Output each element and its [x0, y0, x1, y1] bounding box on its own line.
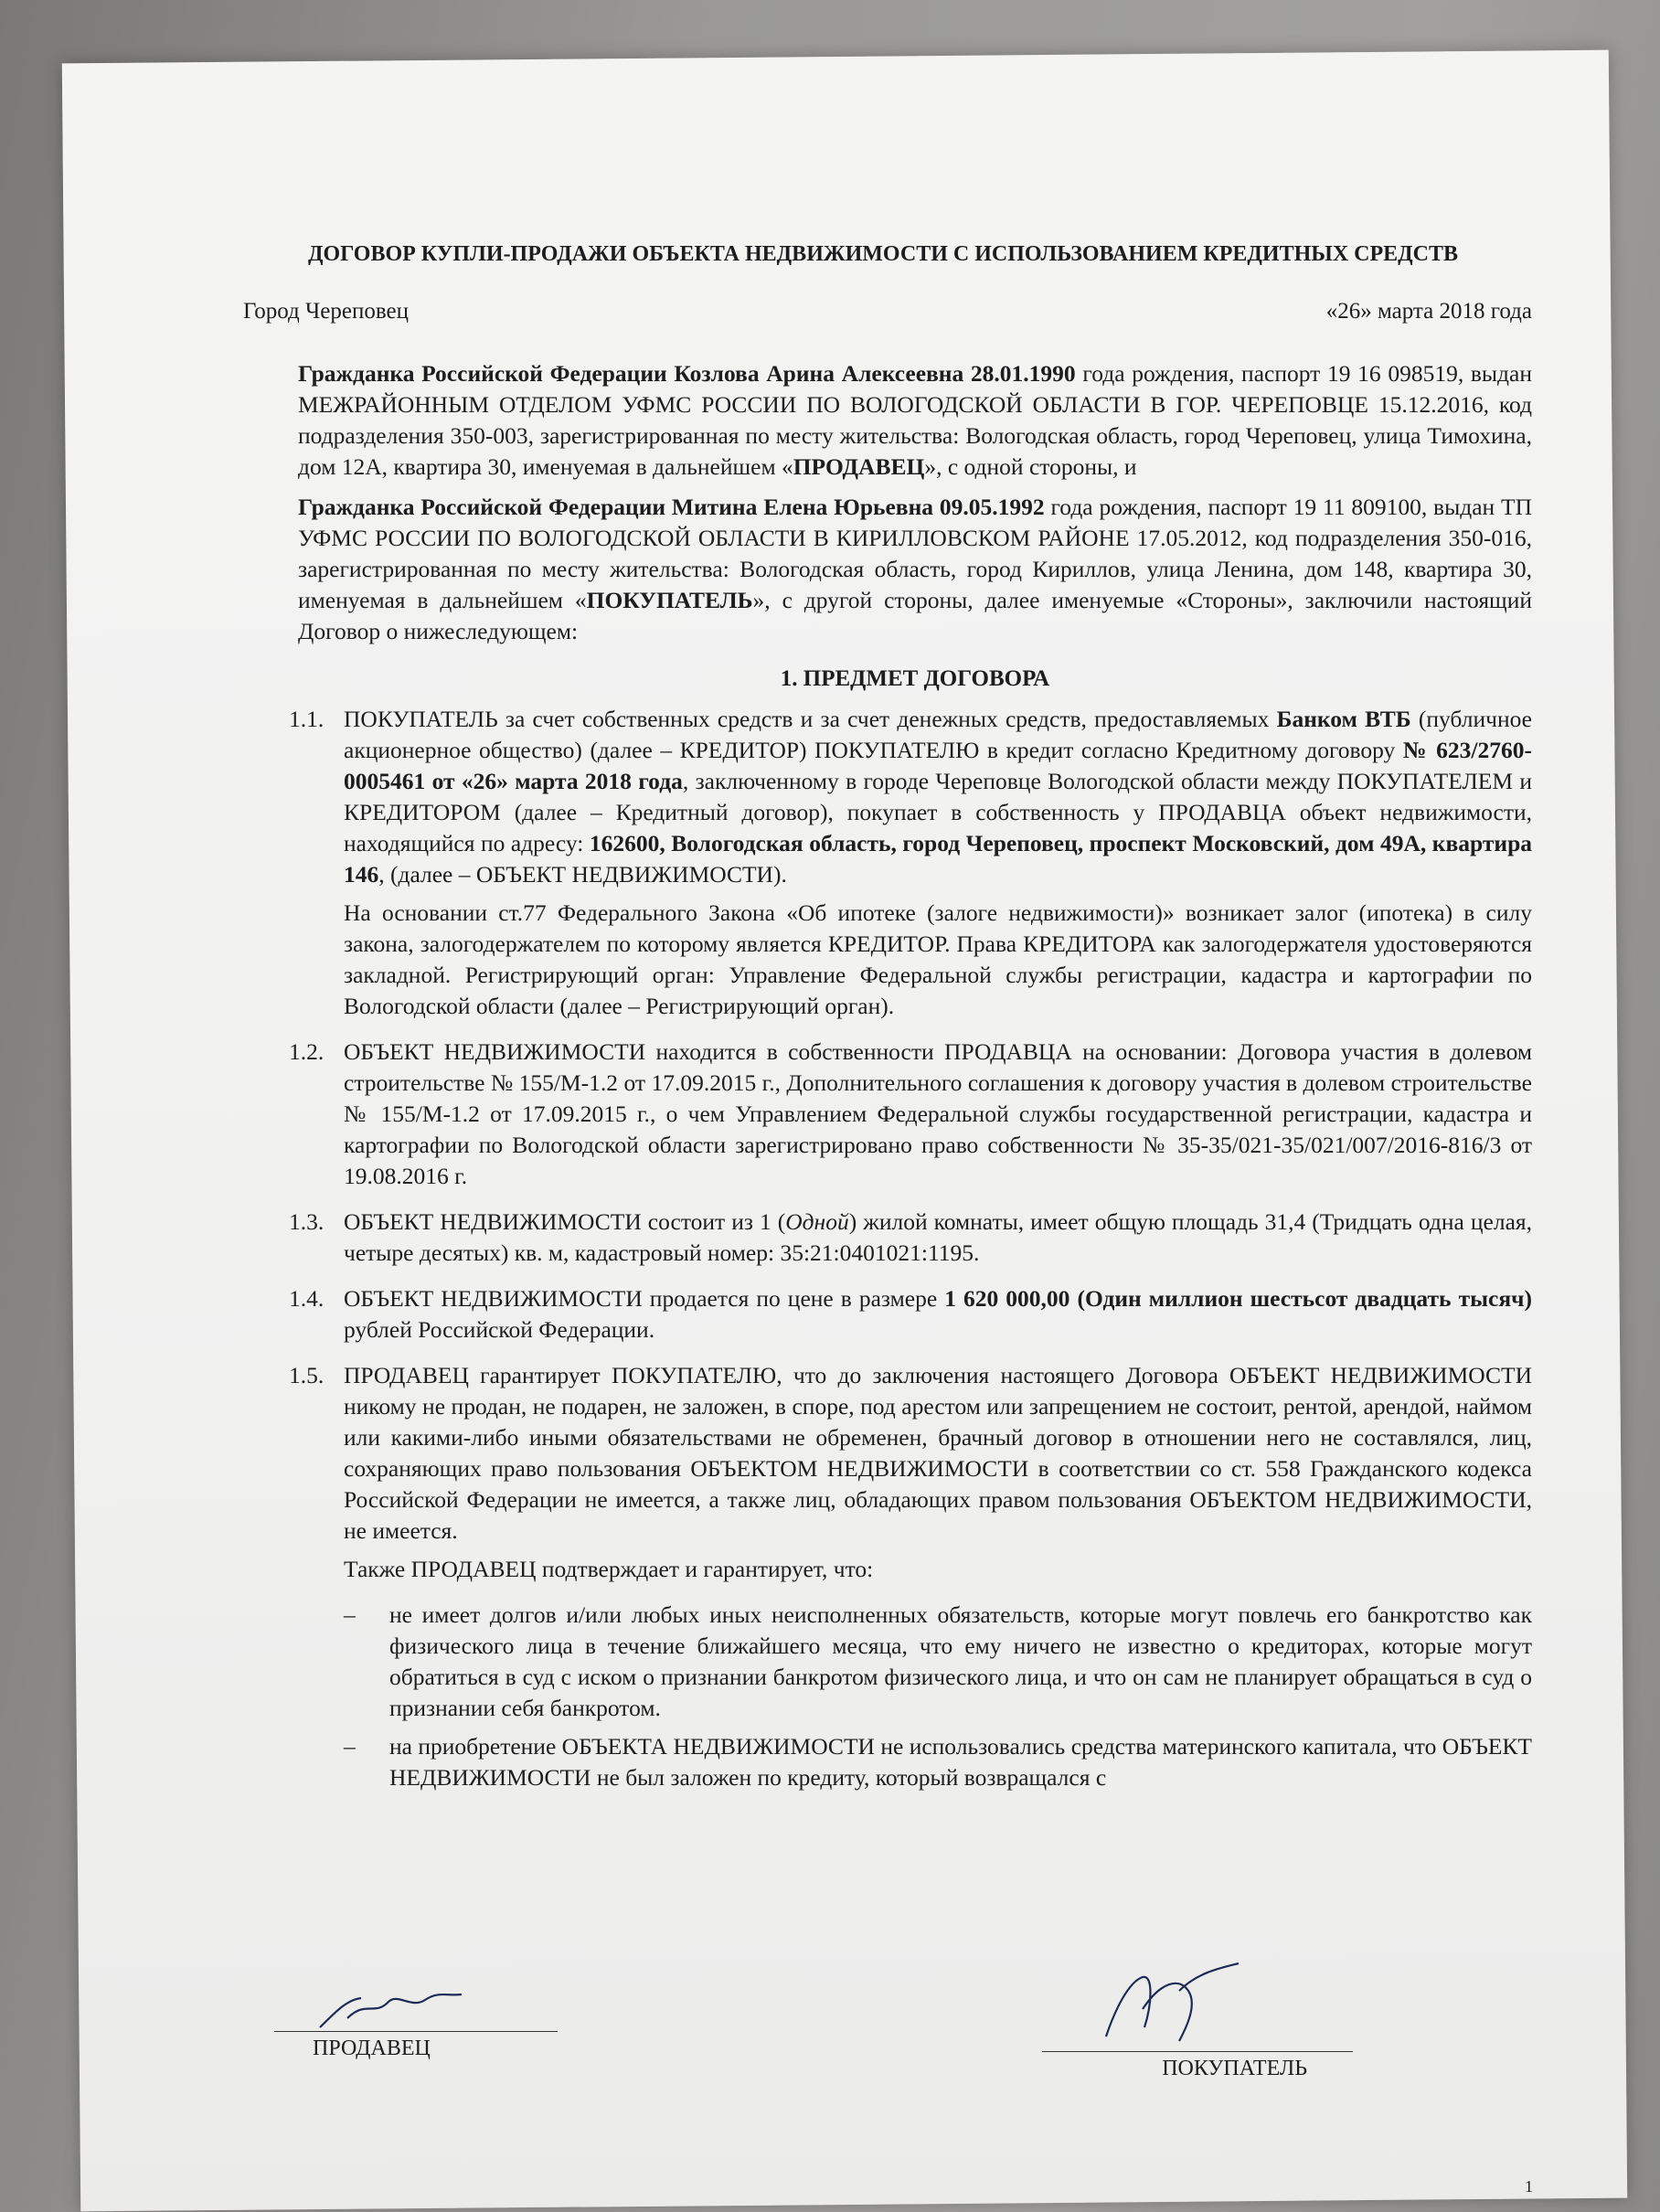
clause-1-3: 1.3. ОБЪЕКТ НЕДВИЖИМОСТИ состоит из 1 (Одной) жилой комнаты, имеет общую площадь 31,4 (Тридцать одна целая, четыре десятых) кв. м, кадастровый номер: 35:21:0401021:1195. — [289, 1208, 1532, 1266]
document-content — [216, 239, 1532, 1801]
clause-1-1-text: ПОКУПАТЕЛЬ за счет собственных средств и за счет денежных средств, предоставляемых Банком ВТБ (публичное акционерное общество) (далее – КРЕДИТОР) ПОКУПАТЕЛЮ в кредит согласно Кредитному договору № 623/2760-0005461 от «26» марта 2018 года, заключенному в городе Череповце Вологодской области между ПОКУПАТЕЛЕМ и КРЕДИТОРОМ (далее – Кредитный договор), покупает в собственность у ПРОДАВЦА объект недвижимости, находящийся по адресу: 162600, Вологодская область, город Череповец, проспект Московский, дом 49А, квартира 146, (далее – ОБЪЕКТ НЕДВИЖИМОСТИ). — [344, 706, 1533, 888]
clause-1-1-mortgage: На основании ст.77 Федерального Закона «Об ипотеке (залоге недвижимости)» возникает залог (ипотека) в силу закона, залогодержателем по которому является КРЕДИТОР. Права КРЕДИТОРА как залогодержателя удостоверяются закладной. Регистрирующий орган: Управление Федеральной службы регистрации, кадастра и картографии по Вологодской области (далее – Регистрирующий орган). — [344, 899, 1532, 1019]
buyer-signature — [1088, 1954, 1243, 2055]
city-date-line — [243, 296, 1532, 327]
clause-1-2: 1.2. ОБЪЕКТ НЕДВИЖИМОСТИ находится в собственности ПРОДАВЦА на основании: Договора участия в долевом строительстве № 155/М-1.2 от 17.09.2015 г., Дополнительного соглашения к договору участия в долевом строительстве № 155/М-1.2 от 17.09.2015 г., о чем Управлением Федеральной службы государственной регистрации, кадастра и картографии по Вологодской области зарегистрировано право собственности № 35-35/021-35/021/007/2016-816/3 от 19.08.2016 г. — [289, 1038, 1532, 1189]
city: Город Череповец — [243, 299, 409, 324]
buyer-role: ПОКУПАТЕЛЬ — [586, 587, 753, 613]
seller-signature-line — [274, 2031, 558, 2032]
buyer-intro: Гражданка Российской Федерации Митина Елена Юрьевна 09.05.1992 года рождения, паспорт 19 11 809100, выдан ТП УФМС РОССИИ ПО ВОЛОГОДСКОЙ ОБЛАСТИ В КИРИЛЛОВСКОМ РАЙОНЕ 17.05.2012, код подразделения 350-016, зарегистрированная по месту жительства: Вологодская область, город Кириллов, улица Ленина, дом 148, квартира 30, именуемая в дальнейшем «ПОКУПАТЕЛЬ», с другой стороны, далее именуемые «Стороны», заключили настоящий Договор о нижеследующем: — [298, 494, 1532, 644]
signature-row — [256, 2015, 1380, 2088]
clause-1-4: 1.4. ОБЪЕКТ НЕДВИЖИМОСТИ продается по цене в размере 1 620 000,00 (Один миллион шестьсот двадцать тысяч) рублей Российской Федерации. — [289, 1285, 1532, 1343]
buyer-name: Гражданка Российской Федерации Митина Елена Юрьевна 09.05.1992 — [298, 494, 1045, 520]
seller-signature — [311, 1982, 466, 2037]
contract-date: «26» марта 2018 года — [1325, 299, 1532, 324]
seller-signature-label: ПРОДАВЕЦ — [313, 2037, 431, 2060]
seller-name: Гражданка Российской Федерации Козлова Арина Алексеевна 28.01.1990 — [298, 360, 1076, 387]
document-title: ДОГОВОР КУПЛИ-ПРОДАЖИ ОБЪЕКТА НЕДВИЖИМОСТИ С ИСПОЛЬЗОВАНИЕМ КРЕДИТНЫХ СРЕДСТВ — [307, 242, 1459, 266]
clause-1-1: 1.1. ПОКУПАТЕЛЬ за счет собственных средств и за счет денежных средств, предоставляемых Банком ВТБ (публичное акционерное общество) (далее – КРЕДИТОР) ПОКУПАТЕЛЮ в кредит согласно Кредитному договору № 623/2760-0005461 от «26» марта 2018 года, заключенному в городе Череповце Вологодской области между ПОКУПАТЕЛЕМ и КРЕДИТОРОМ (далее – Кредитный договор), покупает в собственность у ПРОДАВЦА объект недвижимости, находящийся по адресу: 162600, Вологодская область, город Череповец, проспект Московский, дом 49А, квартира 146, (далее – ОБЪЕКТ НЕДВИЖИМОСТИ). На основании ст.77 Федерального Закона «Об ипотеке (залоге недвижимости)» возникает залог (ипотека) в силу закона, залогодержателем по которому является КРЕДИТОР. Права КРЕДИТОРА как залогодержателя удостоверяются закладной. Регистрирующий орган: Управление Федеральной службы регистрации, кадастра и картографии по Вологодской области (далее – Регистрирующий орган). — [216, 704, 1532, 1029]
seller-intro: Гражданка Российской Федерации Козлова Арина Алексеевна 28.01.1990 года рождения, паспорт 19 16 098519, выдан МЕЖРАЙОННЫМ ОТДЕЛОМ УФМС РОССИИ ПО ВОЛОГОДСКОЙ ОБЛАСТИ В ГОР. ЧЕРЕПОВЦЕ 15.12.2016, код подразделения 350-003, зарегистрированная по месту жительства: Вологодская область, город Череповец, улица Тимохина, дом 12А, квартира 30, именуемая в дальнейшем «ПРОДАВЕЦ», с одной стороны, и — [298, 360, 1532, 480]
guarantee-bullet-2: – на приобретение ОБЪЕКТА НЕДВИЖИМОСТИ не использовались средства материнского капитала, что ОБЪЕКТ НЕДВИЖИМОСТИ не был заложен по кредиту, который возвращался с — [344, 1733, 1532, 1791]
buyer-signature-label: ПОКУПАТЕЛЬ — [1162, 2057, 1307, 2080]
page-number: 1 — [1525, 2177, 1533, 2196]
price: 1 620 000,00 (Один миллион шестьсот двадцать тысяч) — [944, 1285, 1532, 1312]
seller-role: ПРОДАВЕЦ — [793, 453, 925, 480]
clause-1-5: 1.5. ПРОДАВЕЦ гарантирует ПОКУПАТЕЛЮ, что до заключения настоящего Договора ОБЪЕКТ НЕДВИЖИМОСТИ никому не продан, не подарен, не заложен, в споре, под арестом или запрещением не состоит, рентой, арендой, наймом или какими-либо иными обязательствами не обременен, брачный договор в отношении него не составлялся, лиц, сохраняющих право пользования ОБЪЕКТОМ НЕДВИЖИМОСТИ в соответствии со ст. 558 Гражданского кодекса Российской Федерации не имеется, а также лиц, обладающих правом пользования ОБЪЕКТОМ НЕДВИЖИМОСТИ, не имеется. Также ПРОДАВЕЦ подтверждает и гарантирует, что: — [289, 1362, 1532, 1582]
buyer-signature-line — [1042, 2051, 1353, 2052]
guarantee-bullet-1: – не имеет долгов и/или любых иных неисполненных обязательств, которые могут повлечь его банкротство как физического лица в течение ближайшего месяца, что ему ничего не известно о кредиторах, которые могут обратиться в суд с иском о признании банкротом физического лица, и что он сам не планирует обращаться в суд о признании себя банкротом. — [344, 1601, 1532, 1721]
section-1-title: 1. ПРЕДМЕТ ДОГОВОРА — [780, 666, 1050, 691]
